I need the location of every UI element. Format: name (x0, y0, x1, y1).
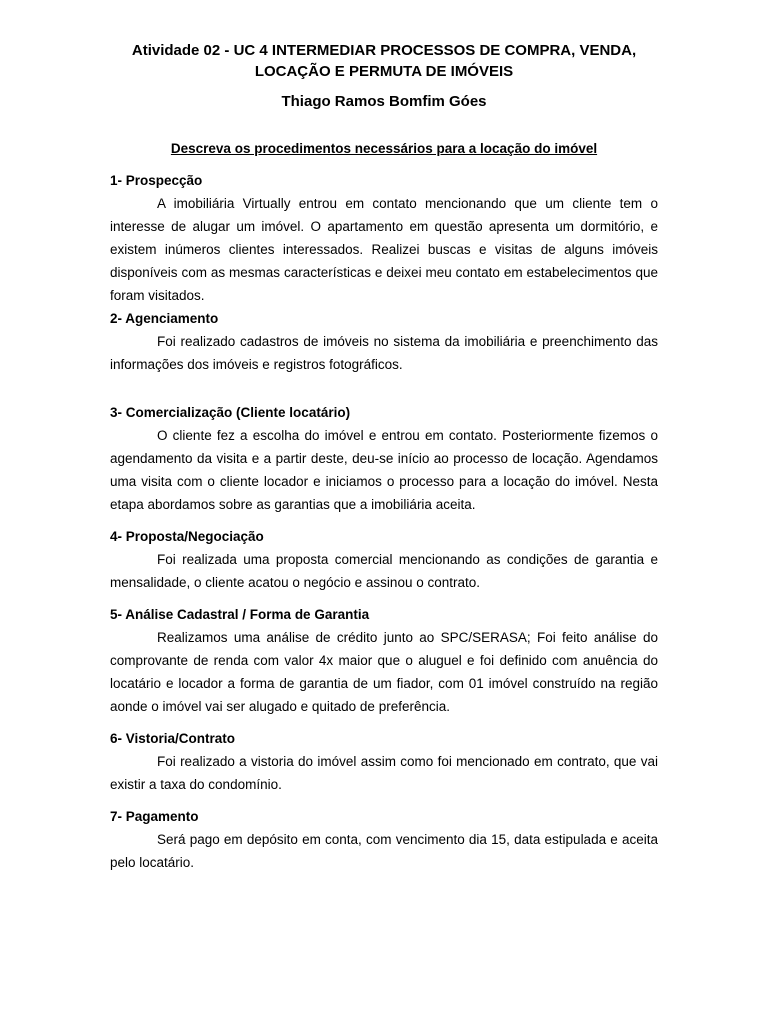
section-heading: 7- Pagamento (110, 809, 199, 824)
section-proposta (110, 525, 658, 594)
section-body: Realizamos uma análise de crédito junto ao SPC/SERASA; Foi feito análise do comprovante de renda com valor 4x maior que o aluguel e foi definido com anuência do locatário e locador a forma de garantia de um fiador, com 01 imóvel construído na região aonde o imóvel vai ser alugado e quitado de preferência. (110, 630, 658, 714)
section-body: Foi realizado a vistoria do imóvel assim como foi mencionado em contrato, que vai existir a taxa do condomínio. (110, 754, 658, 792)
title-line-1: Atividade 02 - UC 4 INTERMEDIAR PROCESSOS DE COMPRA, VENDA, (131, 42, 637, 59)
section-body: Foi realizado cadastros de imóveis no sistema da imobiliária e preenchimento das informações dos imóveis e registros fotográficos. (110, 334, 658, 372)
section-body: Foi realizada uma proposta comercial mencionando as condições de garantia e mensalidade, o cliente acatou o negócio e assinou o contrato. (110, 552, 658, 590)
section-body: O cliente fez a escolha do imóvel e entrou em contato. Posteriormente fizemos o agendamento da visita e a partir deste, deu-se início ao processo de locação. Agendamos uma visita com o cliente locador e iniciamos o processo para a locação do imóvel. Nesta etapa abordamos sobre as garantias que a imobiliária aceita. (110, 428, 658, 512)
document-page (110, 40, 658, 874)
section-body: A imobiliária Virtually entrou em contato mencionando que um cliente tem o interesse de alugar um imóvel. O apartamento em questão apresenta um dormitório, e existem inúmeros clientes interessados. Realizei buscas e visitas de alguns imóveis disponíveis com as mesmas características e deixei meu contato em estabelecimentos que foram visitados. (110, 196, 658, 303)
document-title (110, 40, 658, 82)
section-heading: 1- Prospecção (110, 173, 203, 188)
section-comercializacao (110, 401, 658, 516)
section-pagamento (110, 805, 658, 874)
title-line-2: LOCAÇÃO E PERMUTA DE IMÓVEIS (254, 63, 514, 80)
section-agenciamento (110, 307, 658, 376)
author-name: Thiago Ramos Bomfim Góes (281, 93, 487, 110)
section-prospeccao (110, 169, 658, 307)
section-heading: 3- Comercialização (Cliente locatário) (110, 405, 351, 420)
section-heading: 4- Proposta/Negociação (110, 529, 264, 544)
section-heading: 6- Vistoria/Contrato (110, 731, 236, 746)
question-heading: Descreva os procedimentos necessários para a locação do imóvel (170, 141, 598, 156)
section-body: Será pago em depósito em conta, com vencimento dia 15, data estipulada e aceita pelo locatário. (110, 832, 658, 870)
section-heading: 2- Agenciamento (110, 311, 219, 326)
section-vistoria (110, 727, 658, 796)
section-heading: 5- Análise Cadastral / Forma de Garantia (110, 607, 370, 622)
section-analise-cadastral (110, 603, 658, 718)
